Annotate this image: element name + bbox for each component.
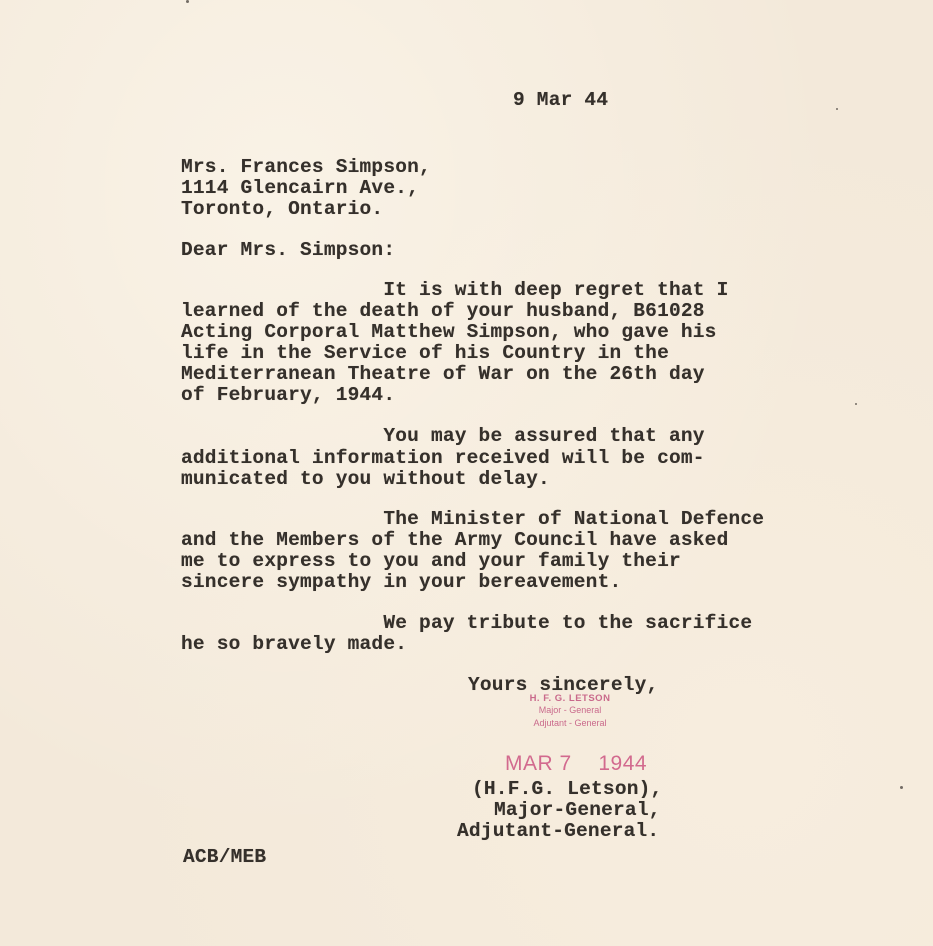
recipient-city: Toronto, Ontario. [181,198,384,220]
letter-date: 9 Mar 44 [513,89,609,111]
paragraph-line: me to express to you and your family their [181,550,681,572]
paper-speck [900,786,903,789]
paragraph-line: additional information received will be com- [181,447,705,469]
signatory-title: Adjutant-General. [457,820,660,842]
signatory-name: (H.F.G. Letson), [472,778,663,800]
paragraph-line: It is with deep regret that I [181,279,729,301]
recipient-name: Mrs. Frances Simpson, [181,156,431,178]
paragraph-line: and the Members of the Army Council have asked [181,529,729,551]
received-date-stamp [505,752,647,776]
signature-stamp [500,693,640,729]
paragraph-line: of February, 1944. [181,384,396,406]
salutation: Dear Mrs. Simpson: [181,239,396,261]
signatory-rank: Major-General, [494,799,661,821]
stamp-year: 1944 [598,752,648,775]
paragraph-line: Mediterranean Theatre of War on the 26th day [181,363,705,385]
reference-initials: ACB/MEB [183,846,267,868]
recipient-street: 1114 Glencairn Ave., [181,177,420,199]
stamp-title: Adjutant - General [533,717,607,728]
stamp-month-day: MAR 7 [505,752,572,775]
paragraph-line: life in the Service of his Country in the [181,342,669,364]
paper-speck [186,0,189,3]
paragraph-line: We pay tribute to the sacrifice [181,612,753,634]
paragraph-line: sincere sympathy in your bereavement. [181,571,622,593]
paragraph-line: Acting Corporal Matthew Simpson, who gave his [181,321,717,343]
paper-speck [836,108,838,110]
paragraph-line: learned of the death of your husband, B61028 [181,300,705,322]
stamp-name: H. F. G. LETSON [529,693,611,704]
paragraph-line: municated to you without delay. [181,468,550,490]
paragraph-line: You may be assured that any [181,425,705,447]
paragraph-line: The Minister of National Defence [181,508,765,530]
stamp-rank: Major - General [538,705,602,715]
paper-speck [855,403,857,405]
closing: Yours sincerely, [468,674,659,696]
paragraph-line: he so bravely made. [181,633,408,655]
